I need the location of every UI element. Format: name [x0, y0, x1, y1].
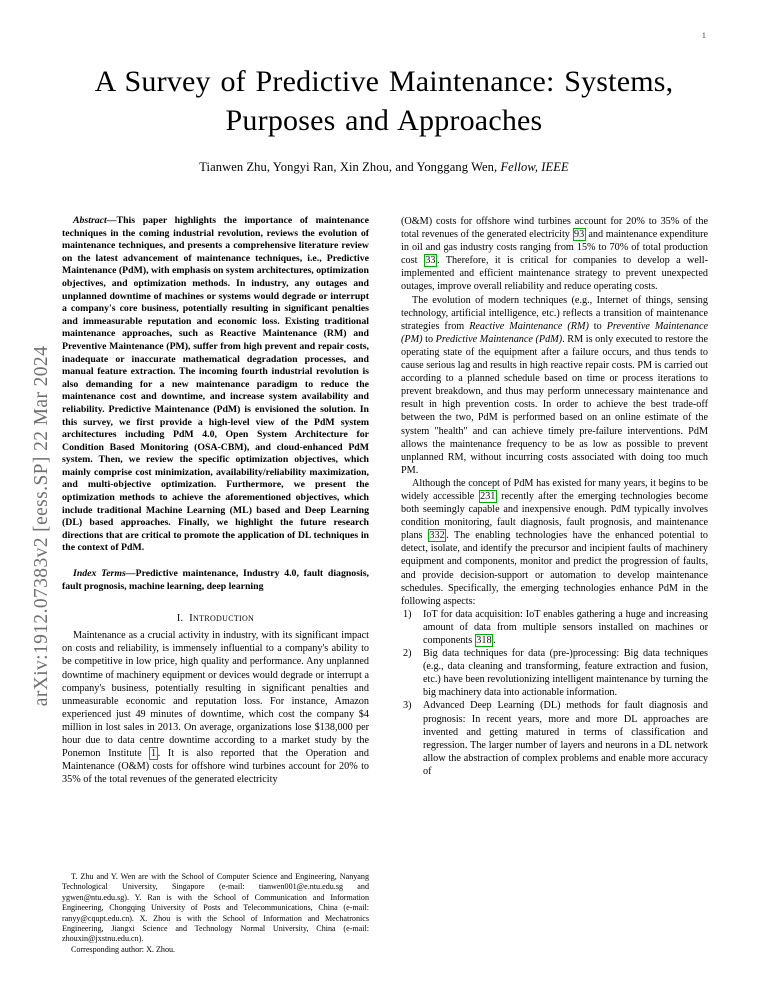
intro-paragraph-3: [401, 477, 708, 608]
list-marker: 1): [403, 608, 412, 620]
citation-link-231[interactable]: 231: [480, 490, 496, 502]
intro-paragraph-1-continued: [401, 215, 708, 294]
author-membership: Fellow, IEEE: [500, 160, 569, 174]
emphasis-preventive-maintenance: Preventive Maintenance (PM): [401, 320, 708, 345]
intro-p1-text-e: . Therefore, it is critical for companies to develop a well-implemented and efficient maintenance strategy to prevent unexpected outages, improve overall reliability and reduce operating costs.: [401, 255, 708, 293]
citation-link-93[interactable]: 93: [574, 229, 585, 241]
intro-paragraph-1: [62, 629, 369, 786]
citation-link-332[interactable]: 332: [429, 530, 445, 542]
footnote-affiliations: T. Zhu and Y. Wen are with the School of Computer Science and Engineering, Nanyang Technological University, Singapore (e-mail: tianwen001@e.ntu.edu.sg and ygwen@ntu.edu.sg). Y. Ran is with the School of Communication and Information Engineering, Chongqing University of Posts and Telecommunications, China (e-mail: ranyy@cqupt.edu.cn). X. Zhou is with the School of Information and Mechatronics Engineering, Jiangxi Science and Technology Normal University, China (e-mail: zhouxin@jxstnu.edu.cn).: [62, 872, 369, 944]
intro-p2-text-b: to: [588, 320, 607, 332]
intro-p2-text-a: The evolution of modern techniques (e.g., Internet of things, sensing technology, artificial intelligence, etc.) reflects a transition of maintenance strategies from: [401, 294, 708, 332]
section-numeral: I.: [176, 613, 184, 625]
intro-p1-text-c: (O&M) costs for offshore wind turbines account for 20% to 35% of the total revenues of the generated electricity: [401, 216, 708, 241]
intro-p1-text-b: . It is also reported that the Operation and Maintenance (O&M) costs for offshore wind turbines account for 20% to 35% of the total revenues of the generated electricity: [62, 748, 369, 786]
author-line: [62, 160, 706, 175]
intro-p1-text-a: Maintenance as a crucial activity in industry, with its significant impact on costs and reliability, is immensely influential to a company's ability to be competitive in low price, high quality and performance. Any unplanned downtime of machinery equipment or devices would degrade or interrupt a company's business, potentially resulting in significant penalties and unmeasurable economic and reputation loss. For instance, Amazon experienced just 49 minutes of downtime, which cost the company $4 million in lost sales in 2013. On average, organizations lose $138,000 per hour due to data centre downtime according to a market study by the Ponemon Institute: [62, 630, 369, 760]
list-item: [401, 647, 708, 699]
citation-link-1[interactable]: 1: [150, 748, 157, 760]
intro-p3-text-b: recently after the emerging technologies become both seemingly capable and inexpensive enough. PdM typically involves condition monitoring, fault diagnosis, fault prognosis, and maintenance plans: [401, 490, 708, 542]
abstract-label: Abstract—: [73, 215, 117, 226]
list-marker: 3): [403, 700, 412, 712]
list-item-text-a: Advanced Deep Learning (DL) methods for fault diagnosis and prognosis: In recent years, more and more DL approaches are invented and getting matured in terms of classification and regression. The larger number of layers and neurons in a DL network allow the abstraction of complex problems and enable more accuracy of: [423, 700, 708, 777]
intro-p3-text-c: . The enabling technologies have the enhanced potential to detect, isolate, and identify the precursor and incipient faults of machinery equipment and components, monitor and predict the progression of faults, and provide decision-support or automation to develop maintenance schedules. Specifically, the emerging technologies enhance PdM in the following aspects:: [401, 530, 708, 607]
citation-link-33[interactable]: 33: [425, 255, 436, 267]
section-title: Introduction: [189, 612, 255, 625]
index-terms-label: Index Terms—: [73, 568, 136, 580]
section-heading-introduction: [62, 612, 369, 624]
list-item-text-a: IoT for data acquisition: IoT enables gathering a huge and increasing amount of data from multiple sensors installed on machines or components: [423, 608, 708, 646]
emphasis-reactive-maintenance: Reactive Maintenance (RM): [469, 320, 589, 332]
footnote-corresponding-author: Corresponding author: X. Zhou.: [71, 944, 176, 954]
index-terms-paragraph: [62, 568, 369, 593]
list-item: [401, 608, 708, 647]
column-left: [62, 215, 369, 786]
arxiv-identifier-stamp: arXiv:1912.07383v2 [eess.SP] 22 Mar 2024: [31, 345, 52, 707]
author-names: Tianwen Zhu, Yongyi Ran, Xin Zhou, and Yonggang Wen,: [199, 160, 498, 174]
intro-p1-text-d: and maintenance expenditure in oil and gas industry costs ranging from 15% to 70% of total production cost: [401, 229, 708, 267]
intro-p2-text-c: to: [422, 333, 436, 345]
abstract-text: This paper highlights the importance of maintenance techniques in the coming industrial revolution, reviews the evolution of maintenance techniques, and presents a comprehensive literature review on the latest advancement of maintenance techniques, i.e., Predictive Maintenance (PdM), with emphasis on system architectures, optimization objectives, and optimization methods. In industry, any outages and unplanned downtime of machines or systems would degrade or interrupt a company's core business, potentially resulting in significant penalties and immeasurable reputation and economic loss. Existing traditional maintenance approaches, such as Reactive Maintenance (RM) and Preventive Maintenance (PM), suffer from high prevent and repair costs, inadequate or inaccurate mathematical degradation processes, and manual feature extraction. The incoming fourth industrial revolution is also demanding for a new maintenance paradigm to reduce the maintenance cost and downtime, and increase system availability and reliability. Predictive Maintenance (PdM) is envisioned the solution. In this survey, we first provide a high-level view of the PdM system architectures including PdM 4.0, Open System Architecture for Condition Based Monitoring (OSA-CBM), and cloud-enhanced PdM system. Then, we review the specific optimization objectives, which mainly comprise cost minimization, availability/reliability maximization, and multi-objective optimization. Furthermore, we present the optimization methods to achieve the aforementioned objectives, which include traditional Machine Learning (ML) based and Deep Learning (DL) based approaches. Finally, we highlight the future research directions that are critical to promote the application of DL techniques in the context of PdM.: [62, 215, 369, 554]
intro-p3-text-a: Although the concept of PdM has existed for many years, it begins to be widely accessible: [401, 477, 708, 502]
page-number: 1: [701, 30, 706, 40]
list-item-text-b: .: [493, 635, 496, 646]
abstract-paragraph: [62, 215, 369, 555]
citation-link-318[interactable]: 318: [476, 635, 492, 646]
emphasis-predictive-maintenance: Predictive Maintenance (PdM): [435, 333, 563, 345]
title-block: [62, 62, 706, 175]
footnote-block: [62, 872, 369, 955]
page-title: A Survey of Predictive Maintenance: Systems, Purposes and Approaches: [94, 65, 674, 137]
enumerated-list: [401, 608, 708, 778]
body-columns: [62, 215, 708, 955]
column-right: [401, 215, 708, 778]
list-item: [401, 699, 708, 778]
intro-p2-text-d: . RM is only executed to restore the operating state of the equipment after a failure occurs, and thus tends to cause serious lag and results in high reactive repair costs. PM is carried out according to a planned schedule based on time or process iterations to prevent breakdown, and thus may perform unnecessary maintenance and result in high prevention costs. In order to achieve the best trade-off between the two, PdM is performed based on an online estimate of the system "health" and can achieve timely pre-failure interventions. PdM allows the maintenance frequency to be as low as possible to prevent unplanned RM, without incurring costs associated with doing too much PM.: [401, 333, 709, 476]
list-marker: 2): [403, 648, 412, 660]
list-item-text-a: Big data techniques for data (pre-)processing: Big data techniques (e.g., data cleaning and transforming, feature extraction and fusion, etc.) have been revolutionizing intelligent maintenance by turning the big machinery data into actionable information.: [423, 648, 708, 699]
intro-paragraph-2: [401, 294, 708, 477]
index-terms-text: Predictive maintenance, Industry 4.0, fault diagnosis, fault prognosis, machine learning, deep learning: [62, 568, 369, 592]
